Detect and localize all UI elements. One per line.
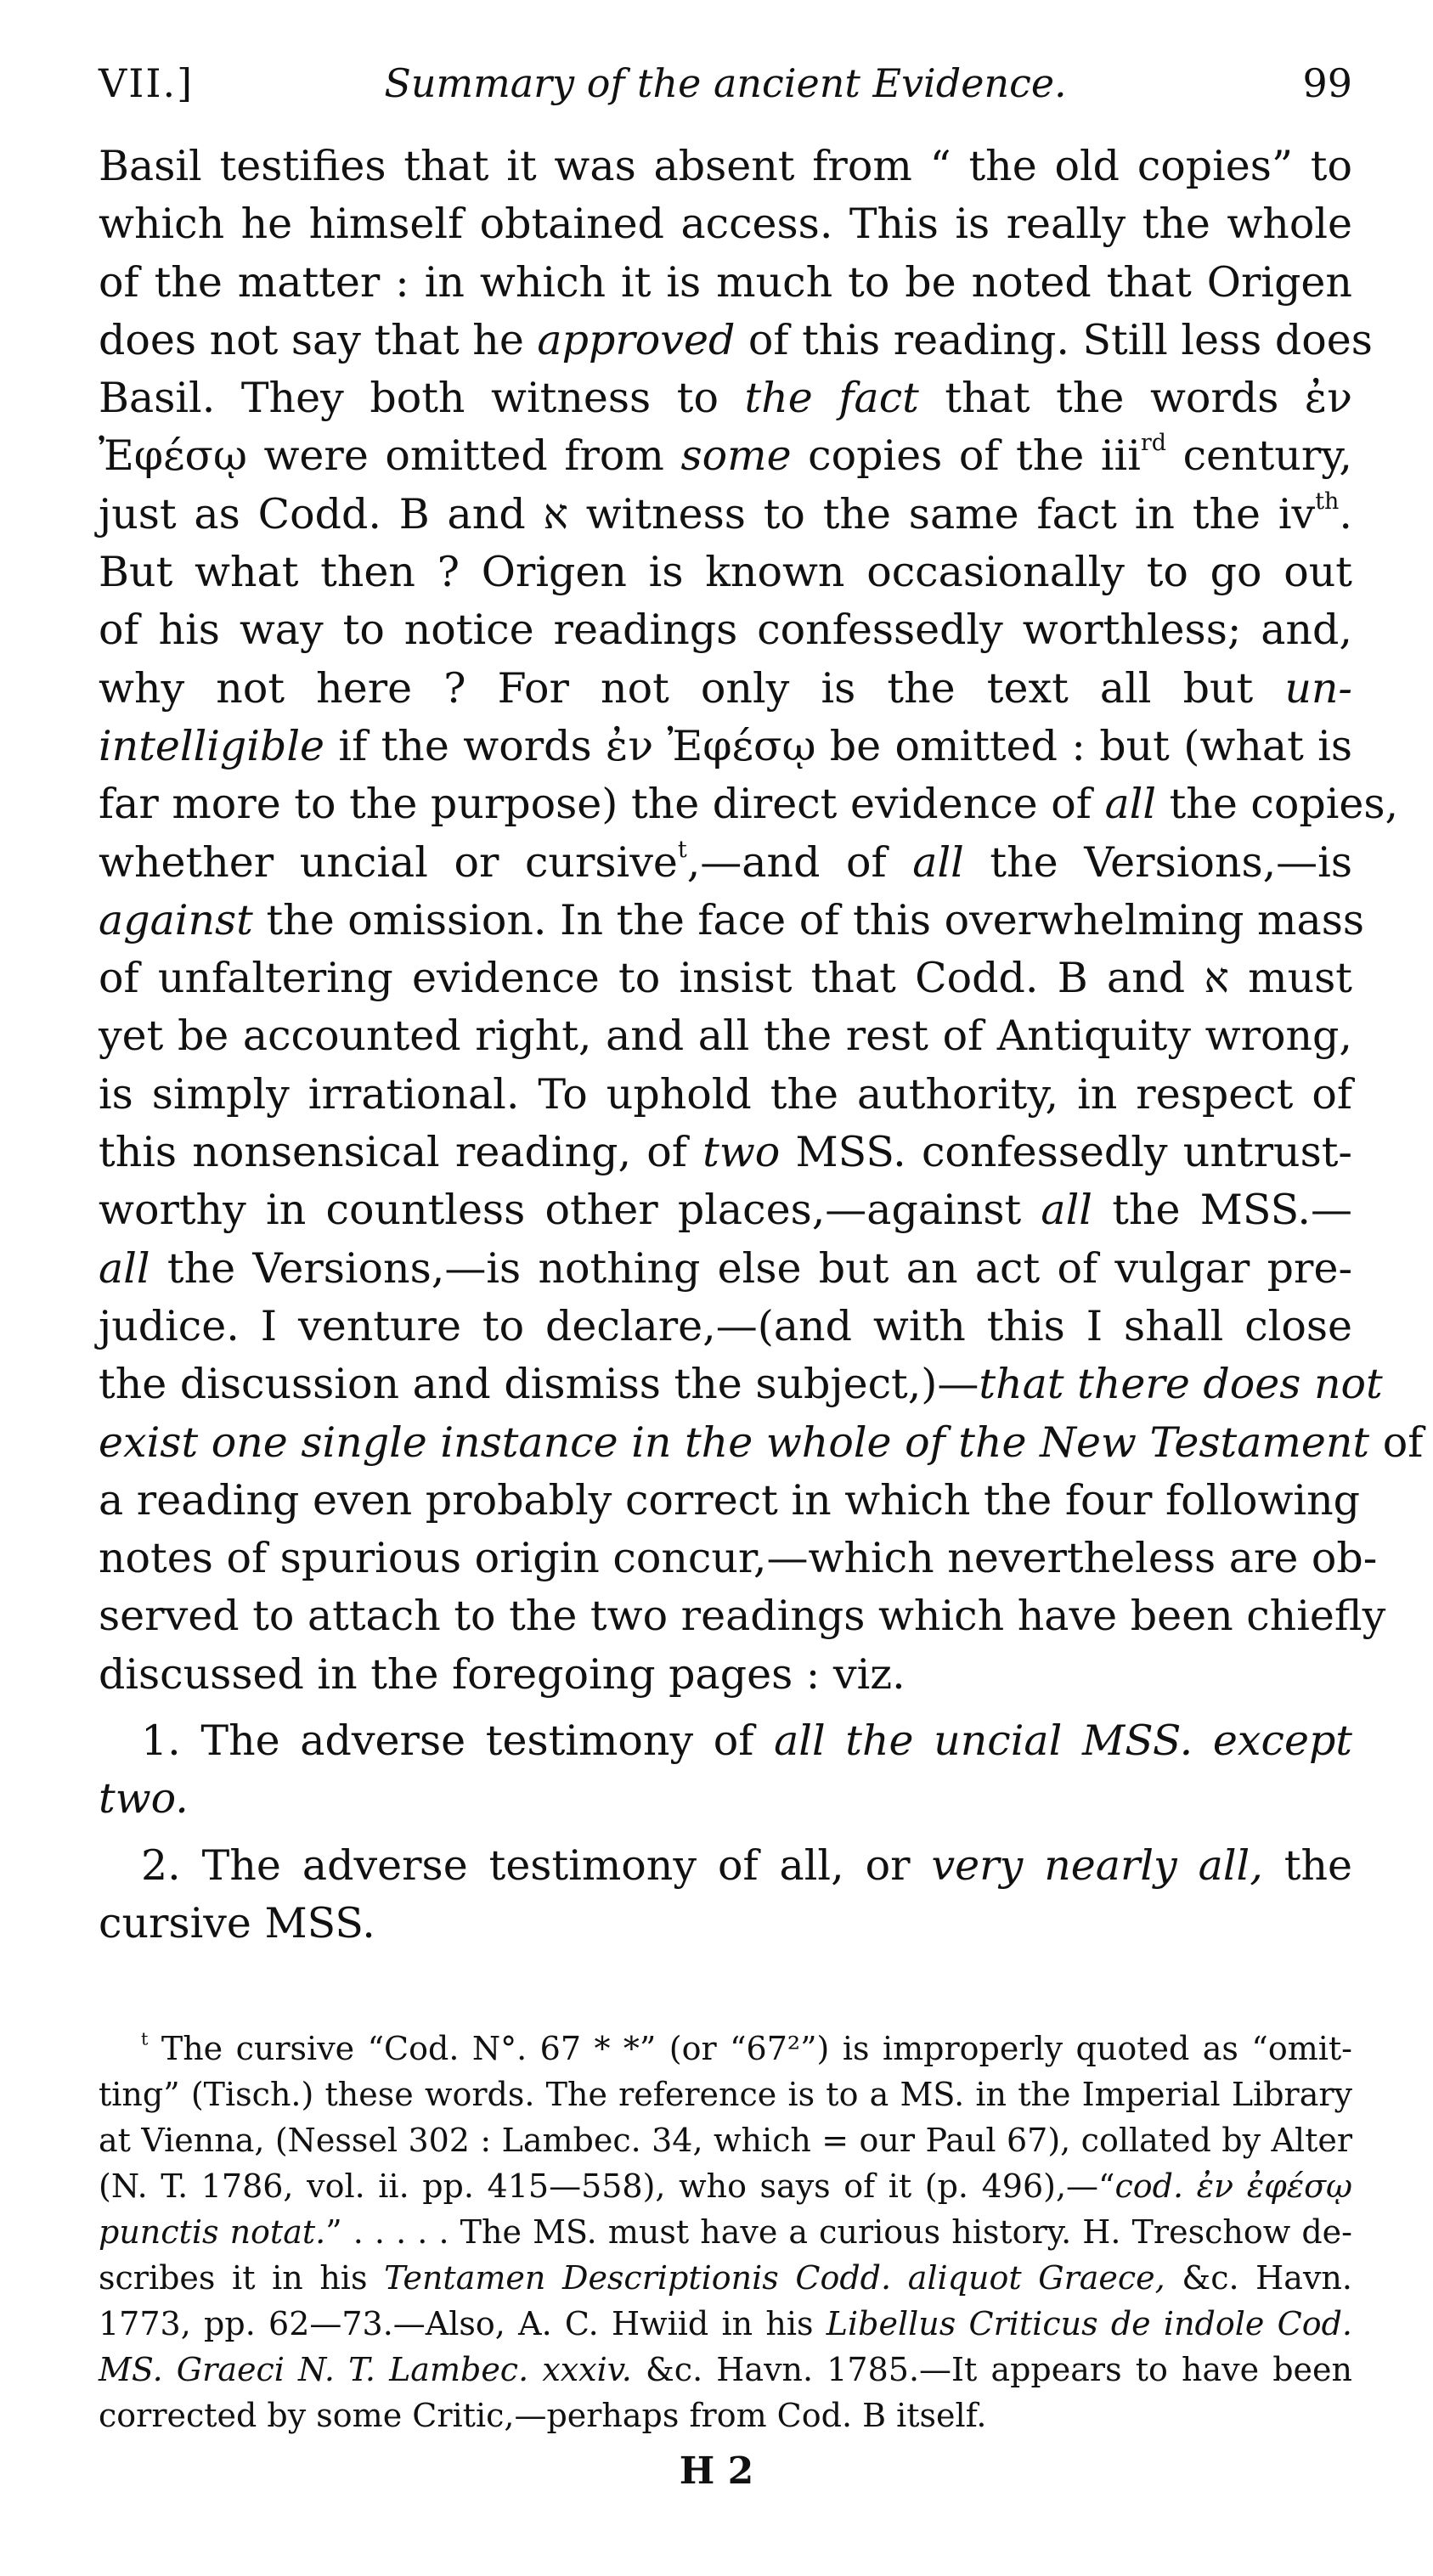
italic-text: Tentamen Descriptionis Codd. aliquot Graece, xyxy=(384,2259,1165,2297)
italic-text: against xyxy=(99,895,253,944)
text-run: yet be accounted right, and all the rest of Antiquity wrong, xyxy=(99,1012,1352,1061)
text-run: worthy in countless other places,—against xyxy=(99,1186,1041,1235)
footnote-line xyxy=(99,2209,1352,2255)
body-text xyxy=(99,138,1424,1953)
text-run: judice. I venture to declare,—(and with this I shall close xyxy=(99,1301,1352,1350)
footnote-line xyxy=(99,2026,1352,2072)
text-line xyxy=(99,312,1373,369)
text-run: scribes it in his xyxy=(99,2259,385,2297)
italic-text: all xyxy=(1104,780,1157,829)
text-run: Basil. They both witness to xyxy=(99,374,745,423)
footnote-line xyxy=(99,2072,1352,2117)
italic-text: intelligible xyxy=(99,721,325,770)
text-run: a reading even probably correct in which the four following xyxy=(99,1475,1361,1525)
text-line xyxy=(99,1712,1352,1770)
text-run: this nonsensical reading, of xyxy=(99,1128,703,1177)
text-run: is simply irrational. To uphold the authority, in respect of xyxy=(99,1069,1352,1119)
text-run: just as Codd. B and א witness to the same fact in the iv xyxy=(99,489,1316,538)
text-line xyxy=(99,427,1352,485)
footnote-line xyxy=(99,2301,1352,2347)
footnote-line xyxy=(99,2347,1352,2393)
text-run: whether uncial or cursive xyxy=(99,837,678,887)
footnote-line xyxy=(99,2393,1352,2438)
text-run: if the words ἐν Ἐφέσῳ be omitted : but (what is xyxy=(324,721,1352,770)
text-line xyxy=(99,369,1352,427)
text-line xyxy=(99,486,1352,544)
text-run: . xyxy=(1339,489,1352,538)
text-run: why not here ? For not only is the text all but xyxy=(99,663,1285,713)
text-run: 1. The adverse testimony of xyxy=(141,1716,775,1766)
running-title: Summary of the ancient Evidence. xyxy=(384,60,1067,106)
text-run: 1773, pp. 62—73.—Also, A. C. Hwiid in his xyxy=(99,2305,827,2342)
italic-text: Libellus Criticus de indole Cod. xyxy=(826,2305,1352,2342)
italic-text: two. xyxy=(99,1774,189,1823)
text-line xyxy=(99,1240,1352,1298)
italic-text: all xyxy=(99,1243,150,1293)
text-run: ting” (Tisch.) these words. The reference is to a MS. in the Imperial Library xyxy=(99,2076,1352,2113)
text-line xyxy=(99,544,1352,601)
superscript: th xyxy=(1315,488,1340,515)
italic-text: very nearly all, xyxy=(931,1840,1263,1890)
text-line xyxy=(99,1007,1352,1065)
text-run: the Versions,—is nothing else but an act of vulgar pre- xyxy=(150,1243,1352,1293)
footnotes xyxy=(99,2026,1352,2438)
text-line xyxy=(99,254,1352,312)
text-line xyxy=(99,1770,1352,1828)
text-run: discussed in the foregoing pages : viz. xyxy=(99,1649,905,1699)
text-run: at Vienna, (Nessel 302 : Lambec. 34, which = our Paul 67), collated by Alter xyxy=(99,2122,1352,2159)
text-line xyxy=(99,1124,1352,1181)
italic-text: some xyxy=(680,431,792,481)
text-run: of unfaltering evidence to insist that Codd. B and א must xyxy=(99,954,1353,1003)
italic-text: exist one single instance in the whole of the New Testament xyxy=(99,1418,1370,1467)
text-run: Basil testifies that it was absent from “ the old copies” to xyxy=(99,142,1352,190)
text-run: of this reading. Still less does xyxy=(735,315,1373,364)
text-run: the Versions,—is xyxy=(963,837,1352,887)
text-run: the MSS.— xyxy=(1092,1186,1352,1235)
text-run: of xyxy=(1369,1418,1424,1467)
text-run: does not say that he xyxy=(99,315,538,364)
page-number: 99 xyxy=(1302,60,1352,106)
footnote-line xyxy=(99,2163,1352,2209)
text-line xyxy=(99,1587,1386,1645)
text-run: of the matter : in which it is much to be noted that Origen xyxy=(99,257,1352,307)
text-line xyxy=(99,138,1352,195)
text-line xyxy=(99,1066,1352,1124)
running-head xyxy=(99,49,1352,117)
text-line xyxy=(99,1895,1352,1953)
text-line xyxy=(99,1530,1378,1587)
text-line xyxy=(99,775,1399,833)
text-run: ,—and of xyxy=(686,837,913,887)
text-line xyxy=(99,834,1352,892)
text-line xyxy=(99,1298,1352,1356)
italic-text: two xyxy=(702,1128,781,1177)
text-run: MSS. confessedly untrust- xyxy=(780,1128,1352,1177)
footnote-line xyxy=(99,2255,1352,2301)
text-run: far more to the purpose) the direct evidence of xyxy=(99,780,1105,829)
italic-text: all xyxy=(1041,1186,1092,1235)
text-run: which he himself obtained access. This is really the whole xyxy=(99,200,1352,249)
text-run: &c. Havn. xyxy=(1165,2259,1352,2297)
superscript: rd xyxy=(1140,430,1167,457)
text-run: the discussion and dismiss the subject,)— xyxy=(99,1360,979,1409)
superscript: t xyxy=(141,2028,149,2049)
text-line xyxy=(99,892,1364,950)
text-run: (N. T. 1786, vol. ii. pp. 415—558), who says of it (p. 496),—“ xyxy=(99,2167,1115,2205)
italic-text: all xyxy=(912,837,964,887)
italic-text: all the uncial MSS. except xyxy=(774,1716,1352,1766)
text-run: cursive MSS. xyxy=(99,1898,375,1948)
text-run: the omission. In the face of this overwhelming mass xyxy=(252,895,1364,944)
text-run: of his way to notice readings confessedly worthless; and, xyxy=(99,606,1352,655)
text-run: the copies, xyxy=(1156,780,1399,829)
text-line xyxy=(99,1356,1383,1413)
text-run: that the words ἐν xyxy=(918,374,1352,423)
italic-text: un- xyxy=(1284,663,1352,713)
text-line xyxy=(99,718,1352,775)
text-run: But what then ? Origen is known occasionally to go out xyxy=(99,548,1352,597)
text-line xyxy=(99,660,1352,718)
text-run: the xyxy=(1262,1840,1352,1890)
italic-text: MS. Graeci N. T. Lambec. xxxiv. xyxy=(99,2351,632,2388)
text-run: served to attach to the two readings which have been chiefly xyxy=(99,1592,1386,1641)
text-line xyxy=(99,195,1352,253)
text-run: corrected by some Critic,—perhaps from Cod. B itself. xyxy=(99,2397,987,2434)
superscript: t xyxy=(677,836,687,863)
text-run: The cursive “Cod. N°. 67 * *” (or “67²”) is improperly quoted as “omit- xyxy=(148,2030,1352,2067)
text-line xyxy=(99,1472,1361,1530)
text-run: 2. The adverse testimony of all, or xyxy=(141,1840,932,1890)
text-line xyxy=(99,1181,1352,1239)
text-run: ” . . . . . The MS. must have a curious history. H. Treschow de- xyxy=(325,2213,1352,2251)
text-line xyxy=(99,601,1352,659)
text-line xyxy=(99,1646,1352,1704)
chapter-marker: VII.] xyxy=(99,60,195,106)
text-run: century, xyxy=(1166,431,1353,481)
text-line xyxy=(99,950,1352,1007)
text-run: &c. Havn. 1785.—It appears to have been xyxy=(631,2351,1353,2388)
text-run: Ἐφέσῳ were omitted from xyxy=(99,431,681,481)
text-line xyxy=(99,1837,1352,1895)
text-line xyxy=(99,1414,1424,1472)
text-run: copies of the iii xyxy=(791,431,1141,481)
text-run: notes of spurious origin concur,—which nevertheless are ob- xyxy=(99,1534,1378,1583)
italic-text: approved xyxy=(537,315,736,364)
footnote-line xyxy=(99,2117,1352,2163)
italic-text: punctis notat. xyxy=(99,2213,326,2251)
italic-text: the fact xyxy=(744,374,919,423)
italic-text: that there does not xyxy=(979,1360,1383,1409)
italic-text: cod. ἐν ἐφέσῳ xyxy=(1114,2167,1353,2205)
signature-mark: H 2 xyxy=(679,2449,754,2493)
